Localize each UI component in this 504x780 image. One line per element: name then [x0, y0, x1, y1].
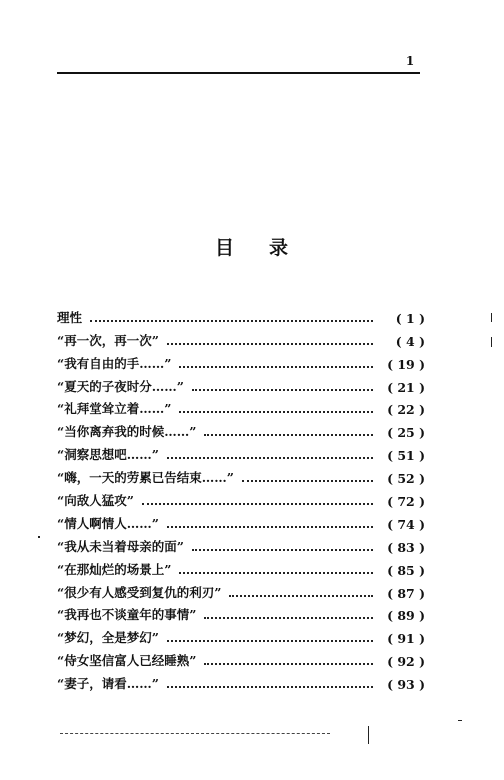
toc-entry-page: ( 19 ): [387, 356, 425, 372]
toc-entry[interactable]: [57, 555, 425, 578]
toc-entry-label: “嗨，一天的劳累已告结束……”: [57, 470, 234, 486]
toc-leader-dots: [229, 595, 373, 597]
toc-entry[interactable]: [57, 646, 425, 669]
toc-entry[interactable]: [57, 349, 425, 372]
toc-entry[interactable]: [57, 623, 425, 646]
toc-entry-page: ( 72 ): [387, 494, 425, 510]
toc-entry[interactable]: [57, 326, 425, 349]
toc-leader-dots: [204, 617, 373, 619]
toc-entry-label: “向敌人猛攻”: [57, 493, 134, 509]
toc-leader-dots: [192, 549, 373, 551]
toc-entry[interactable]: [57, 601, 425, 624]
toc-leader-dots: [242, 480, 373, 482]
toc-leader-dots: [167, 457, 373, 459]
scan-mark-corner: [458, 720, 462, 721]
toc-leader-dots: [179, 572, 373, 574]
toc-entry-label: “当你离弃我的时候……”: [57, 424, 197, 440]
footer-rule: [60, 733, 330, 734]
toc-entry[interactable]: [57, 669, 425, 692]
toc-title: [0, 233, 504, 260]
toc-leader-dots: [90, 320, 373, 322]
scan-mark-left: [38, 536, 40, 538]
toc-entry-label: “情人啊情人……”: [57, 515, 159, 531]
toc-entry-page: ( 25 ): [387, 425, 425, 441]
page-number: 1: [405, 54, 415, 68]
toc-entry-label: “侍女坚信富人已经睡熟”: [57, 653, 197, 669]
toc-entry-page: ( 1 ): [395, 310, 425, 326]
toc-leader-dots: [167, 640, 373, 642]
toc-leader-dots: [204, 434, 373, 436]
toc-entry-page: ( 92 ): [387, 654, 425, 670]
toc-entry-page: ( 83 ): [387, 539, 425, 555]
toc-entry-label: “礼拜堂耸立着……”: [57, 401, 172, 417]
toc-entry-page: ( 93 ): [387, 677, 425, 693]
toc-entry-label: “再一次，再一次”: [57, 332, 159, 348]
toc-entry-page: ( 85 ): [387, 562, 425, 578]
toc-entry-label: “夏天的子夜时分……”: [57, 378, 184, 394]
toc-entry-page: ( 22 ): [387, 402, 425, 418]
toc-entry-page: ( 4 ): [395, 333, 425, 349]
toc-entry-label: “在那灿烂的场景上”: [57, 561, 172, 577]
toc-entry-page: ( 21 ): [387, 379, 425, 395]
header-rule: [57, 72, 420, 74]
toc-entry[interactable]: [57, 509, 425, 532]
toc-leader-dots: [167, 343, 373, 345]
toc-entry[interactable]: [57, 578, 425, 601]
toc-entry-page: ( 87 ): [387, 585, 425, 601]
toc-entry-label: “妻子，请看……”: [57, 676, 159, 692]
toc-entry-label: “我再也不谈童年的事情”: [57, 607, 197, 623]
toc-entry[interactable]: [57, 532, 425, 555]
toc-entry-page: ( 89 ): [387, 608, 425, 624]
toc-entry-page: ( 51 ): [387, 448, 425, 464]
toc-leader-dots: [204, 663, 373, 665]
scan-mark-bottom: [368, 726, 369, 744]
toc-leader-dots: [179, 366, 373, 368]
toc-entry-label: 理性: [57, 309, 83, 325]
toc-leader-dots: [142, 503, 373, 505]
toc-list: [57, 303, 425, 692]
toc-entry[interactable]: [57, 440, 425, 463]
toc-leader-dots: [192, 389, 373, 391]
toc-entry-label: “梦幻，全是梦幻”: [57, 630, 159, 646]
toc-leader-dots: [167, 526, 373, 528]
toc-entry[interactable]: [57, 417, 425, 440]
toc-leader-dots: [167, 686, 373, 688]
toc-entry[interactable]: [57, 395, 425, 418]
toc-entry-page: ( 74 ): [387, 516, 425, 532]
toc-title-right: 录: [269, 237, 290, 259]
scan-mark-right-2: [491, 337, 492, 347]
toc-title-left: 目: [214, 237, 235, 259]
toc-entry[interactable]: [57, 486, 425, 509]
toc-entry-label: “洞察思想吧……”: [57, 447, 159, 463]
scan-mark-right: [491, 313, 492, 322]
toc-entry-label: “我有自由的手……”: [57, 355, 172, 371]
toc-entry-page: ( 52 ): [387, 471, 425, 487]
toc-entry[interactable]: [57, 372, 425, 395]
toc-entry-label: “我从未当着母亲的面”: [57, 538, 184, 554]
toc-entry-label: “很少有人感受到复仇的利刃”: [57, 584, 222, 600]
toc-entry[interactable]: [57, 463, 425, 486]
toc-leader-dots: [179, 411, 373, 413]
toc-entry-page: ( 91 ): [387, 631, 425, 647]
toc-entry[interactable]: [57, 303, 425, 326]
